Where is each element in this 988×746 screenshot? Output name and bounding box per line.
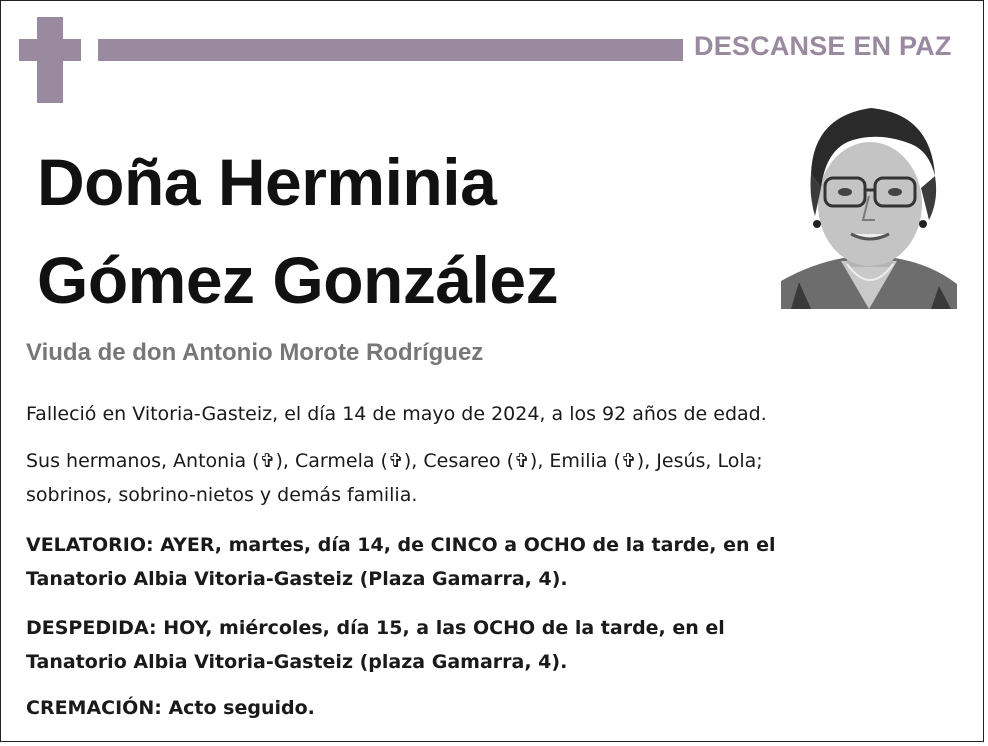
- farewell-line-2: Tanatorio Albia Vitoria-Gasteiz (plaza Gamarra, 4).: [26, 651, 568, 673]
- death-notice: Falleció en Vitoria-Gasteiz, el día 14 de mayo de 2024, a los 92 años de edad.: [26, 403, 767, 425]
- farewell-line-1: DESPEDIDA: HOY, miércoles, día 15, a las OCHO de la tarde, en el: [26, 617, 725, 639]
- family-line-1: Sus hermanos, Antonia (✞), Carmela (✞), Cesareo (✞), Emilia (✞), Jesús, Lola;: [26, 450, 763, 472]
- deceased-name: [37, 133, 558, 329]
- deceased-subtitle: Viuda de don Antonio Morote Rodríguez: [26, 339, 484, 366]
- cremation-notice: CREMACIÓN: Acto seguido.: [26, 697, 315, 719]
- wake-notice: [26, 528, 976, 596]
- header-label: DESCANSE EN PAZ: [694, 31, 952, 61]
- wake-line-1: VELATORIO: AYER, martes, día 14, de CINCO a OCHO de la tarde, en el: [26, 534, 776, 556]
- header-bar: [98, 39, 683, 61]
- family-notice: [26, 444, 976, 512]
- wake-line-2: Tanatorio Albia Vitoria-Gasteiz (Plaza Gamarra, 4).: [26, 568, 568, 590]
- name-line-2: Gómez González: [37, 243, 559, 317]
- farewell-notice: [26, 611, 976, 679]
- portrait-photo: [781, 96, 957, 309]
- cross-icon-arm: [19, 39, 81, 61]
- family-line-2: sobrinos, sobrino-nietos y demás familia.: [26, 484, 418, 506]
- name-line-1: Doña Herminia: [37, 145, 497, 219]
